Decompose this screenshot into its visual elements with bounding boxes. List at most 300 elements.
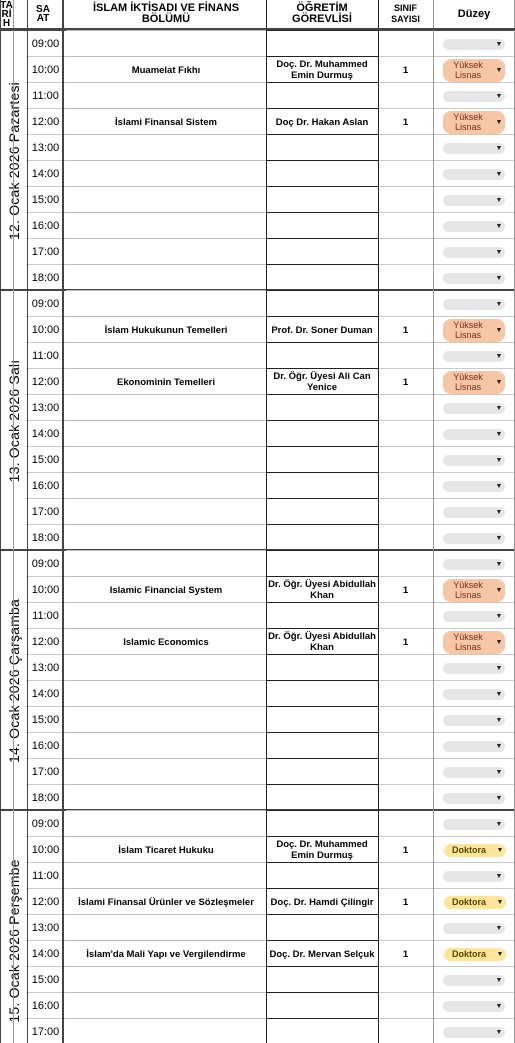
cell-border bbox=[66, 264, 266, 265]
time-cell: 10:00 bbox=[31, 324, 60, 336]
dropdown-arrow-icon[interactable]: ▼ bbox=[496, 846, 504, 854]
class-count-cell[interactable] bbox=[378, 213, 433, 239]
instructor-cell[interactable] bbox=[266, 161, 378, 187]
course-cell[interactable] bbox=[66, 603, 266, 629]
dropdown-arrow-icon[interactable]: ▼ bbox=[495, 118, 503, 126]
cell-border bbox=[66, 784, 266, 785]
cell-border bbox=[266, 862, 378, 863]
instructor-cell[interactable] bbox=[266, 499, 378, 525]
level-dropdown[interactable] bbox=[443, 663, 505, 674]
class-count-cell[interactable] bbox=[378, 733, 433, 759]
instructor-cell[interactable] bbox=[266, 343, 378, 369]
class-count-cell[interactable] bbox=[378, 993, 433, 1019]
cell-border bbox=[266, 836, 378, 837]
level-dropdown[interactable] bbox=[444, 948, 506, 961]
column-divider bbox=[13, 0, 14, 1043]
level-dropdown[interactable] bbox=[443, 871, 505, 882]
date-label: 14. Ocak 2026 Çarşamba bbox=[5, 599, 22, 763]
class-count-cell[interactable]: 1 bbox=[402, 896, 409, 908]
instructor-cell[interactable] bbox=[266, 31, 378, 57]
time-cell: 15:00 bbox=[31, 974, 60, 986]
cell-border bbox=[66, 732, 266, 733]
dropdown-arrow-icon[interactable]: ▼ bbox=[495, 378, 503, 386]
level-dropdown[interactable] bbox=[443, 975, 505, 986]
course-cell[interactable] bbox=[66, 447, 266, 473]
time-cell: 10:00 bbox=[31, 64, 60, 76]
instructor-cell[interactable] bbox=[266, 733, 378, 759]
column-divider bbox=[27, 0, 28, 1043]
cell-border bbox=[66, 706, 266, 707]
instructor-cell[interactable]: Doç. Dr. Muhammed Emin Durmuş bbox=[276, 839, 368, 861]
dropdown-arrow-icon[interactable]: ▼ bbox=[495, 482, 503, 490]
time-cell: 12:00 bbox=[31, 376, 60, 388]
course-cell[interactable] bbox=[66, 707, 266, 733]
cell-border bbox=[266, 446, 378, 447]
time-cell: 16:00 bbox=[31, 1000, 60, 1012]
class-count-cell[interactable] bbox=[378, 421, 433, 447]
instructor-cell[interactable] bbox=[266, 993, 378, 1019]
dropdown-arrow-icon[interactable]: ▼ bbox=[495, 768, 503, 776]
dropdown-arrow-icon[interactable]: ▼ bbox=[495, 976, 503, 984]
cell-border bbox=[66, 888, 266, 889]
class-count-cell[interactable] bbox=[378, 759, 433, 785]
course-cell[interactable] bbox=[66, 187, 266, 213]
dropdown-arrow-icon[interactable]: ▼ bbox=[495, 560, 503, 568]
instructor-cell[interactable] bbox=[266, 265, 378, 291]
dropdown-arrow-icon[interactable]: ▼ bbox=[496, 950, 504, 958]
course-cell[interactable] bbox=[66, 473, 266, 499]
column-divider bbox=[0, 0, 1, 1043]
level-dropdown[interactable] bbox=[443, 741, 505, 752]
class-count-cell[interactable] bbox=[378, 681, 433, 707]
class-count-cell[interactable] bbox=[378, 135, 433, 161]
dropdown-arrow-icon[interactable]: ▼ bbox=[495, 872, 503, 880]
class-count-cell[interactable] bbox=[378, 655, 433, 681]
header-date: TARİH bbox=[0, 0, 13, 28]
time-cell: 16:00 bbox=[31, 480, 60, 492]
time-cell: 17:00 bbox=[31, 246, 60, 258]
course-cell[interactable] bbox=[66, 265, 266, 291]
course-cell[interactable] bbox=[66, 551, 266, 577]
cell-border bbox=[66, 342, 266, 343]
cell-border bbox=[66, 368, 266, 369]
dropdown-arrow-icon[interactable]: ▼ bbox=[495, 508, 503, 516]
dropdown-arrow-icon[interactable]: ▼ bbox=[495, 638, 503, 646]
level-dropdown[interactable] bbox=[443, 299, 505, 310]
level-dropdown[interactable] bbox=[443, 59, 505, 82]
cell-border bbox=[66, 420, 266, 421]
course-cell[interactable] bbox=[66, 993, 266, 1019]
instructor-cell[interactable] bbox=[266, 447, 378, 473]
level-dropdown[interactable] bbox=[443, 371, 505, 394]
dropdown-arrow-icon[interactable]: ▼ bbox=[495, 92, 503, 100]
level-dropdown[interactable] bbox=[444, 844, 506, 857]
instructor-cell[interactable] bbox=[266, 473, 378, 499]
class-count-cell[interactable] bbox=[378, 447, 433, 473]
course-cell[interactable] bbox=[66, 655, 266, 681]
instructor-cell[interactable] bbox=[266, 135, 378, 161]
course-cell[interactable]: Islamic Economics bbox=[123, 636, 209, 648]
dropdown-arrow-icon[interactable]: ▼ bbox=[495, 352, 503, 360]
instructor-cell[interactable] bbox=[266, 213, 378, 239]
level-dropdown[interactable] bbox=[443, 273, 505, 284]
cell-border bbox=[66, 238, 266, 239]
cell-border bbox=[266, 160, 378, 161]
level-dropdown[interactable] bbox=[443, 793, 505, 804]
level-dropdown[interactable] bbox=[443, 507, 505, 518]
cell-border bbox=[266, 758, 378, 759]
course-cell[interactable] bbox=[66, 161, 266, 187]
level-dropdown[interactable] bbox=[444, 896, 506, 909]
instructor-cell[interactable] bbox=[266, 421, 378, 447]
cell-border bbox=[266, 56, 378, 57]
cell-border bbox=[66, 680, 266, 681]
time-cell: 09:00 bbox=[31, 298, 60, 310]
header-class-count: SINIF SAYISI bbox=[391, 3, 420, 24]
time-cell: 17:00 bbox=[31, 1026, 60, 1038]
time-cell: 15:00 bbox=[31, 454, 60, 466]
level-dropdown[interactable] bbox=[443, 767, 505, 778]
time-cell: 17:00 bbox=[31, 506, 60, 518]
course-cell[interactable] bbox=[66, 213, 266, 239]
course-cell[interactable]: İslam'da Mali Yapı ve Vergilendirme bbox=[86, 948, 246, 960]
instructor-cell[interactable] bbox=[266, 83, 378, 109]
cell-border bbox=[266, 810, 378, 811]
course-cell[interactable] bbox=[66, 343, 266, 369]
cell-border bbox=[266, 992, 378, 993]
time-cell: 11:00 bbox=[32, 350, 59, 362]
cell-border bbox=[266, 472, 378, 473]
cell-border bbox=[266, 264, 378, 265]
course-cell[interactable] bbox=[66, 499, 266, 525]
cell-border bbox=[66, 1018, 266, 1019]
cell-border bbox=[66, 524, 266, 525]
dropdown-arrow-icon[interactable]: ▼ bbox=[495, 404, 503, 412]
class-count-cell[interactable] bbox=[378, 31, 433, 57]
dropdown-arrow-icon[interactable]: ▼ bbox=[495, 456, 503, 464]
level-dropdown[interactable] bbox=[443, 533, 505, 544]
dropdown-arrow-icon[interactable]: ▼ bbox=[495, 1028, 503, 1036]
dropdown-arrow-icon[interactable]: ▼ bbox=[495, 274, 503, 282]
class-count-cell[interactable] bbox=[378, 161, 433, 187]
dropdown-arrow-icon[interactable]: ▼ bbox=[495, 300, 503, 308]
class-count-cell[interactable]: 1 bbox=[402, 376, 409, 388]
time-cell: 09:00 bbox=[31, 558, 60, 570]
instructor-cell[interactable] bbox=[266, 239, 378, 265]
level-dropdown[interactable] bbox=[443, 247, 505, 258]
cell-border bbox=[266, 966, 378, 967]
level-dropdown[interactable] bbox=[443, 1027, 505, 1038]
dropdown-arrow-icon[interactable]: ▼ bbox=[495, 664, 503, 672]
instructor-cell[interactable] bbox=[266, 551, 378, 577]
class-count-cell[interactable]: 1 bbox=[402, 636, 409, 648]
cell-border bbox=[66, 134, 266, 135]
instructor-cell[interactable] bbox=[266, 785, 378, 811]
cell-border bbox=[66, 940, 266, 941]
cell-border bbox=[66, 628, 266, 629]
dropdown-arrow-icon[interactable]: ▼ bbox=[495, 430, 503, 438]
instructor-cell[interactable] bbox=[266, 187, 378, 213]
instructor-cell[interactable]: Dr. Öğr. Üyesi Ali Can Yenice bbox=[273, 371, 371, 393]
level-dropdown[interactable] bbox=[443, 195, 505, 206]
cell-border bbox=[266, 602, 378, 603]
dropdown-arrow-icon[interactable]: ▼ bbox=[495, 742, 503, 750]
course-cell[interactable] bbox=[66, 785, 266, 811]
level-label: Yüksek Lisnas bbox=[453, 112, 483, 132]
level-label: Yüksek Lisnas bbox=[453, 60, 483, 80]
course-cell[interactable] bbox=[66, 1019, 266, 1043]
dropdown-arrow-icon[interactable]: ▼ bbox=[496, 898, 504, 906]
cell-border bbox=[66, 446, 266, 447]
course-cell[interactable]: İslami Finansal Sistem bbox=[115, 116, 217, 128]
time-cell: 13:00 bbox=[31, 402, 60, 414]
course-cell[interactable] bbox=[66, 967, 266, 993]
instructor-cell[interactable] bbox=[266, 759, 378, 785]
instructor-cell[interactable] bbox=[266, 395, 378, 421]
instructor-cell[interactable]: Doç. Dr. Muhammed Emin Durmuş bbox=[276, 59, 368, 81]
level-dropdown[interactable] bbox=[443, 455, 505, 466]
dropdown-arrow-icon[interactable]: ▼ bbox=[495, 170, 503, 178]
course-cell[interactable] bbox=[66, 421, 266, 447]
course-cell[interactable]: Muamelat Fıkhı bbox=[131, 64, 201, 76]
class-count-cell[interactable] bbox=[378, 603, 433, 629]
course-cell[interactable] bbox=[66, 291, 266, 317]
level-dropdown[interactable] bbox=[443, 1001, 505, 1012]
dropdown-arrow-icon[interactable]: ▼ bbox=[495, 716, 503, 724]
instructor-cell[interactable] bbox=[266, 525, 378, 551]
cell-border bbox=[266, 524, 378, 525]
cell-border bbox=[66, 316, 266, 317]
class-count-cell[interactable] bbox=[378, 265, 433, 291]
dropdown-arrow-icon[interactable]: ▼ bbox=[495, 40, 503, 48]
cell-border bbox=[66, 914, 266, 915]
dropdown-arrow-icon[interactable]: ▼ bbox=[495, 196, 503, 204]
class-count-cell[interactable]: 1 bbox=[402, 116, 409, 128]
level-dropdown[interactable] bbox=[443, 559, 505, 570]
level-dropdown[interactable] bbox=[443, 611, 505, 622]
date-label: 12. Ocak 2026 Pazartesi bbox=[5, 82, 22, 240]
course-cell[interactable] bbox=[66, 681, 266, 707]
course-cell[interactable]: İslam Ticaret Hukuku bbox=[118, 844, 214, 856]
level-label: Yüksek Lisnas bbox=[453, 320, 483, 340]
course-cell[interactable] bbox=[66, 395, 266, 421]
dropdown-arrow-icon[interactable]: ▼ bbox=[495, 924, 503, 932]
class-count-cell[interactable] bbox=[378, 915, 433, 941]
class-count-cell[interactable] bbox=[378, 707, 433, 733]
cell-border bbox=[266, 290, 378, 291]
level-label: Yüksek Lisnas bbox=[453, 580, 483, 600]
cell-border bbox=[66, 836, 266, 837]
dropdown-arrow-icon[interactable]: ▼ bbox=[495, 222, 503, 230]
dropdown-arrow-icon[interactable]: ▼ bbox=[495, 794, 503, 802]
instructor-cell[interactable] bbox=[266, 291, 378, 317]
cell-border bbox=[66, 810, 266, 811]
class-count-cell[interactable] bbox=[378, 473, 433, 499]
dropdown-arrow-icon[interactable]: ▼ bbox=[495, 326, 503, 334]
class-count-cell[interactable] bbox=[378, 239, 433, 265]
dropdown-arrow-icon[interactable]: ▼ bbox=[495, 144, 503, 152]
time-cell: 09:00 bbox=[31, 38, 60, 50]
course-cell[interactable]: İslami Finansal Ürünler ve Sözleşmeler bbox=[78, 896, 254, 908]
course-cell[interactable] bbox=[66, 915, 266, 941]
cell-border bbox=[66, 576, 266, 577]
class-count-cell[interactable] bbox=[378, 1019, 433, 1043]
instructor-cell[interactable]: Doç. Dr. Hamdi Çilingir bbox=[270, 896, 374, 908]
instructor-cell[interactable] bbox=[266, 1019, 378, 1043]
cell-border bbox=[66, 966, 266, 967]
cell-border bbox=[266, 784, 378, 785]
dropdown-arrow-icon[interactable]: ▼ bbox=[495, 534, 503, 542]
level-dropdown[interactable] bbox=[443, 39, 505, 50]
cell-border bbox=[66, 186, 266, 187]
level-dropdown[interactable] bbox=[443, 403, 505, 414]
course-cell[interactable] bbox=[66, 239, 266, 265]
level-dropdown[interactable] bbox=[443, 819, 505, 830]
class-count-cell[interactable] bbox=[378, 499, 433, 525]
instructor-cell[interactable] bbox=[266, 681, 378, 707]
level-label: Doktora bbox=[451, 845, 486, 855]
course-cell[interactable] bbox=[66, 135, 266, 161]
time-cell: 13:00 bbox=[31, 662, 60, 674]
time-cell: 17:00 bbox=[31, 766, 60, 778]
class-count-cell[interactable] bbox=[378, 83, 433, 109]
column-divider bbox=[62, 0, 64, 1043]
dropdown-arrow-icon[interactable]: ▼ bbox=[495, 248, 503, 256]
level-label: Doktora bbox=[451, 949, 486, 959]
cell-border bbox=[266, 342, 378, 343]
cell-border bbox=[66, 56, 266, 57]
cell-border bbox=[66, 394, 266, 395]
level-dropdown[interactable] bbox=[443, 143, 505, 154]
cell-border bbox=[266, 1018, 378, 1019]
instructor-cell[interactable] bbox=[266, 707, 378, 733]
class-count-cell[interactable]: 1 bbox=[402, 324, 409, 336]
cell-border bbox=[266, 940, 378, 941]
class-count-cell[interactable] bbox=[378, 343, 433, 369]
level-dropdown[interactable] bbox=[443, 319, 505, 342]
column-divider bbox=[433, 0, 434, 1043]
cell-border bbox=[266, 576, 378, 577]
dropdown-arrow-icon[interactable]: ▼ bbox=[495, 820, 503, 828]
dropdown-arrow-icon[interactable]: ▼ bbox=[495, 66, 503, 74]
class-count-cell[interactable] bbox=[378, 525, 433, 551]
instructor-cell[interactable] bbox=[266, 915, 378, 941]
cell-border bbox=[266, 82, 378, 83]
instructor-cell[interactable]: Doç Dr. Hakan Aslan bbox=[275, 116, 369, 128]
instructor-cell[interactable]: Prof. Dr. Soner Duman bbox=[271, 324, 373, 336]
instructor-cell[interactable] bbox=[266, 811, 378, 837]
cell-border bbox=[266, 108, 378, 109]
instructor-cell[interactable]: Dr. Öğr. Üyesi Abidullah Khan bbox=[268, 579, 376, 601]
class-count-cell[interactable]: 1 bbox=[402, 844, 409, 856]
course-cell[interactable] bbox=[66, 83, 266, 109]
instructor-cell[interactable] bbox=[266, 967, 378, 993]
time-cell: 14:00 bbox=[31, 168, 60, 180]
class-count-cell[interactable] bbox=[378, 811, 433, 837]
cell-border bbox=[266, 238, 378, 239]
course-cell[interactable]: Islamic Financial System bbox=[109, 584, 223, 596]
cell-border bbox=[66, 472, 266, 473]
level-dropdown[interactable] bbox=[443, 429, 505, 440]
time-cell: 18:00 bbox=[31, 792, 60, 804]
course-cell[interactable] bbox=[66, 31, 266, 57]
level-dropdown[interactable] bbox=[443, 689, 505, 700]
header-hour: SAAT bbox=[36, 4, 50, 24]
course-cell[interactable] bbox=[66, 525, 266, 551]
level-dropdown[interactable] bbox=[443, 715, 505, 726]
level-label: Doktora bbox=[451, 897, 486, 907]
class-count-cell[interactable] bbox=[378, 187, 433, 213]
course-cell[interactable]: İslam Hukukunun Temelleri bbox=[104, 324, 228, 336]
cell-border bbox=[66, 498, 266, 499]
level-dropdown[interactable] bbox=[443, 631, 505, 654]
level-dropdown[interactable] bbox=[443, 579, 505, 602]
level-dropdown[interactable] bbox=[443, 923, 505, 934]
cell-border bbox=[266, 134, 378, 135]
class-count-cell[interactable] bbox=[378, 967, 433, 993]
dropdown-arrow-icon[interactable]: ▼ bbox=[495, 1002, 503, 1010]
level-dropdown[interactable] bbox=[443, 91, 505, 102]
column-divider bbox=[378, 0, 379, 1043]
cell-border bbox=[66, 992, 266, 993]
course-cell[interactable]: Ekonominin Temelleri bbox=[116, 376, 215, 388]
course-cell[interactable] bbox=[66, 811, 266, 837]
cell-border bbox=[266, 368, 378, 369]
instructor-cell[interactable] bbox=[266, 603, 378, 629]
cell-border bbox=[66, 550, 266, 551]
time-cell: 10:00 bbox=[31, 844, 60, 856]
level-dropdown[interactable] bbox=[443, 111, 505, 134]
cell-border bbox=[66, 758, 266, 759]
time-cell: 15:00 bbox=[31, 714, 60, 726]
class-count-cell[interactable]: 1 bbox=[402, 948, 409, 960]
cell-border bbox=[266, 498, 378, 499]
course-cell[interactable] bbox=[66, 759, 266, 785]
cell-border bbox=[66, 290, 266, 291]
course-cell[interactable] bbox=[66, 733, 266, 759]
instructor-cell[interactable] bbox=[266, 863, 378, 889]
instructor-cell[interactable]: Dr. Öğr. Üyesi Abidullah Khan bbox=[268, 631, 376, 653]
class-count-cell[interactable] bbox=[378, 291, 433, 317]
class-count-cell[interactable]: 1 bbox=[402, 584, 409, 596]
dropdown-arrow-icon[interactable]: ▼ bbox=[495, 612, 503, 620]
cell-border bbox=[266, 680, 378, 681]
dropdown-arrow-icon[interactable]: ▼ bbox=[495, 586, 503, 594]
level-dropdown[interactable] bbox=[443, 169, 505, 180]
cell-border bbox=[266, 420, 378, 421]
class-count-cell[interactable] bbox=[378, 551, 433, 577]
time-cell: 15:00 bbox=[31, 194, 60, 206]
instructor-cell[interactable]: Doç. Dr. Mervan Selçuk bbox=[269, 948, 375, 960]
time-cell: 14:00 bbox=[31, 428, 60, 440]
course-cell[interactable] bbox=[66, 863, 266, 889]
class-count-cell[interactable]: 1 bbox=[402, 64, 409, 76]
cell-border bbox=[66, 108, 266, 109]
time-cell: 11:00 bbox=[32, 870, 59, 882]
date-label: 15. Ocak 2026 Perşembe bbox=[5, 859, 22, 1023]
class-count-cell[interactable] bbox=[378, 785, 433, 811]
class-count-cell[interactable] bbox=[378, 395, 433, 421]
level-dropdown[interactable] bbox=[443, 481, 505, 492]
date-label: 13. Ocak 2026 Salı bbox=[5, 359, 22, 483]
cell-border bbox=[66, 654, 266, 655]
level-dropdown[interactable] bbox=[443, 351, 505, 362]
dropdown-arrow-icon[interactable]: ▼ bbox=[495, 690, 503, 698]
instructor-cell[interactable] bbox=[266, 655, 378, 681]
class-count-cell[interactable] bbox=[378, 863, 433, 889]
cell-border bbox=[266, 550, 378, 551]
level-dropdown[interactable] bbox=[443, 221, 505, 232]
